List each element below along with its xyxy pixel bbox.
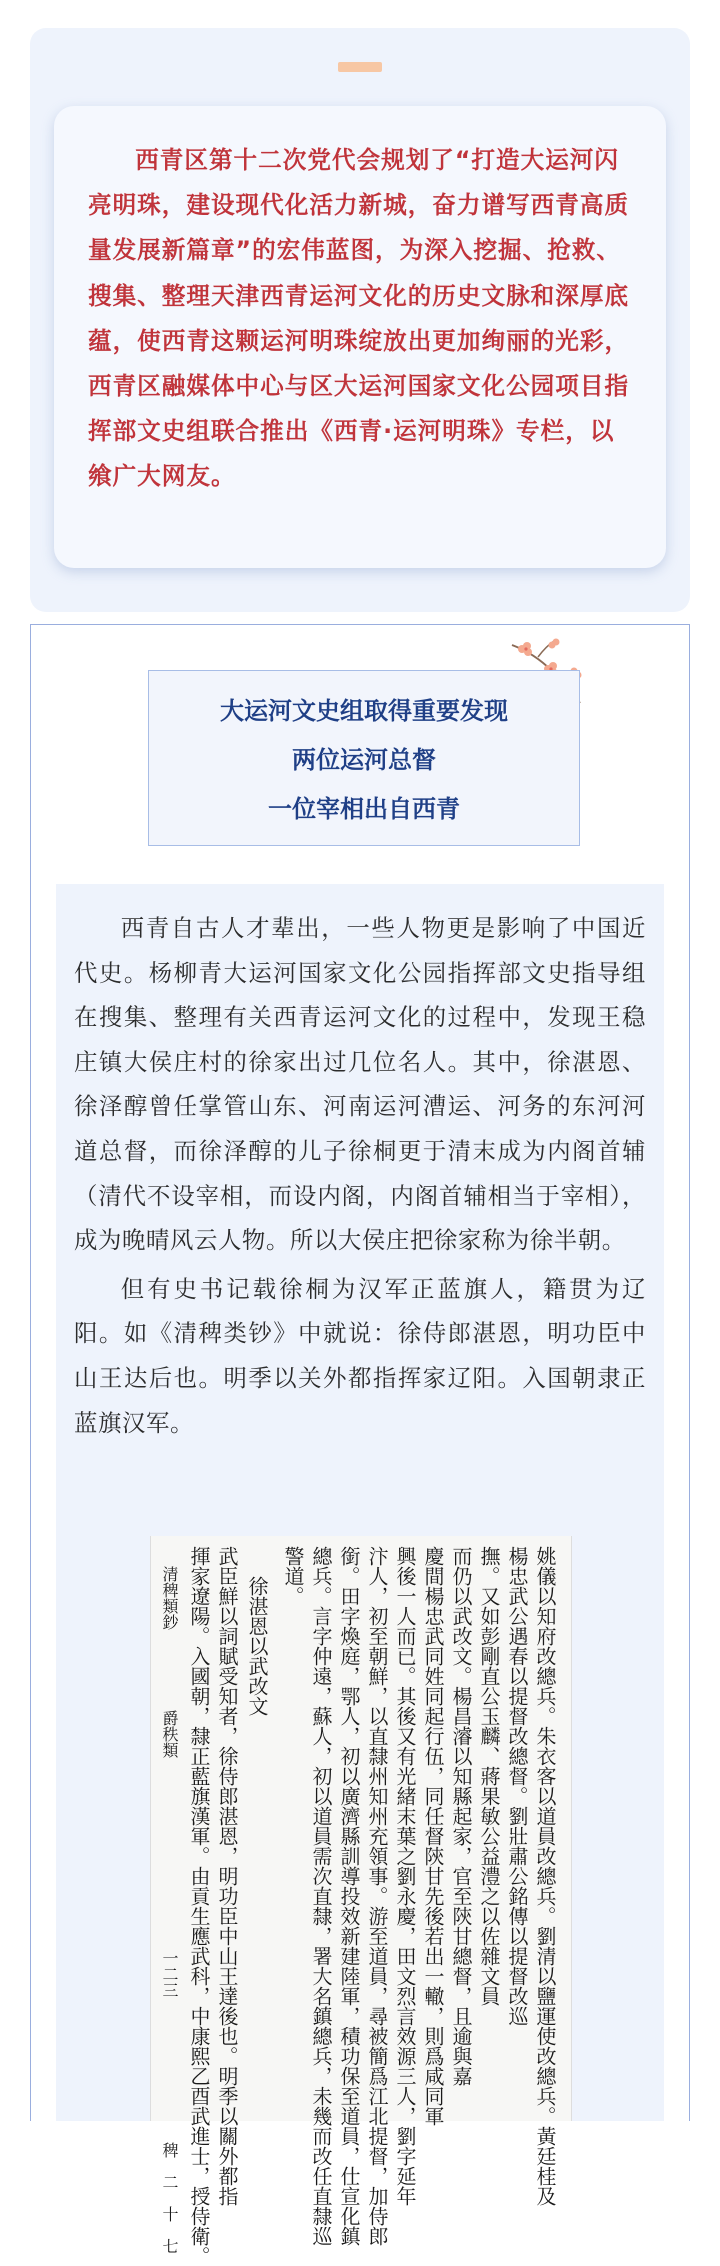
scan-column-9: 總兵。言字仲遠，蘇人，初以道員需次直隸，署大名鎮總兵，未幾而改任直隸巡 bbox=[309, 1546, 333, 2246]
scan-column-7: 汴人，初至朝鮮，以直隸州知州充領事。游至道員，尋被簡爲江北提督，加侍郎 bbox=[365, 1546, 389, 2246]
scan-column-10: 警道。 bbox=[281, 1546, 305, 1606]
article-body bbox=[74, 906, 646, 1449]
scan-column-8: 銜。田字煥庭，鄂人，初以廣濟縣訓導投效新建陸軍，積功保至道員，仕宣化鎮 bbox=[337, 1546, 361, 2246]
headline-line-1: 大运河文史组取得重要发现 bbox=[220, 697, 508, 725]
body-paragraph-1: 西青自古人才辈出，一些人物更是影响了中国近代史。杨柳青大运河国家文化公园指挥部文史指导组在搜集、整理有关西青运河文化的过程中，发现王稳庄镇大侯庄村的徐家出过几位名人。其中，徐湛恩、徐泽醇曾任掌管山东、河南运河漕运、河务的东河河道总督，而徐泽醇的儿子徐桐更于清末成为内阁首辅（清代不设宰相，而设内阁，内阁首辅相当于宰相），成为晚晴风云人物。所以大侯庄把徐家称为徐半朝。 bbox=[74, 914, 646, 1255]
scan-column-6: 興後一人而已。其後又有光緒末葉之劉永慶，田文烈言效源三人，劉字延年 bbox=[393, 1546, 417, 2206]
scan-column-5: 慶間楊忠武同姓同起行伍，同任督陝甘先後若出一轍，則爲咸同軍 bbox=[421, 1546, 445, 2126]
scan-column-4: 而仍以武改文。楊昌濬以知縣起家，官至陝甘總督，且逾與嘉 bbox=[449, 1546, 473, 2086]
historical-text-scan bbox=[150, 1536, 572, 2266]
headline-line-2: 两位运河总督 bbox=[292, 746, 436, 774]
scan-column-11: 武臣鮮以詞賦受知者，徐侍郎湛恩，明功臣中山王達後也。明季以關外都指 bbox=[215, 1546, 239, 2206]
intro-card bbox=[54, 106, 666, 568]
headline-line-3: 一位宰相出自西青 bbox=[268, 795, 460, 823]
scan-column-heading: 徐湛恩以武改文 bbox=[245, 1576, 269, 1716]
scan-column-1: 姚儀以知府改總兵。朱衣客以道員改總兵。劉清以鹽運使改總兵。黃廷桂及 bbox=[533, 1546, 557, 2206]
body-paragraph-2: 但有史书记载徐桐为汉军正蓝旗人，籍贯为辽阳。如《清稗类钞》中就说：徐侍郎湛恩，明功臣中山王达后也。明季以关外都指挥家辽阳。入国朝隶正蓝旗汉军。 bbox=[74, 1274, 646, 1437]
scan-footer: 清稗類鈔 爵秩類 一二三 稗 二 十 七 bbox=[160, 1566, 179, 2254]
scan-column-12: 揮家遼陽。入國朝，隸正藍旗漢軍。由貢生應武科，中康熙乙酉武進士，授侍衛。 bbox=[187, 1546, 211, 2266]
scan-column-3: 撫。又如彭剛直公玉麟、蔣果敏公益澧之以佐雜文員 bbox=[477, 1546, 501, 2006]
intro-text: 西青区第十二次党代会规划了“打造大运河闪亮明珠，建设现代化活力新城，奋力谱写西青高质量发展新篇章”的宏伟蓝图，为深入挖掘、抢救、搜集、整理天津西青运河文化的历史文脉和深厚底蕴，使西青这颗运河明珠绽放出更加绚丽的光彩，西青区融媒体中心与区大运河国家文化公园项目指挥部文史组联合推出《西青·运河明珠》专栏，以飨广大网友。 bbox=[88, 146, 630, 491]
decorative-dash bbox=[338, 62, 382, 72]
scan-column-2: 楊忠武公遇春以提督改總督。劉壯肅公銘傳以提督改巡 bbox=[505, 1546, 529, 2026]
headline-box bbox=[148, 670, 580, 846]
